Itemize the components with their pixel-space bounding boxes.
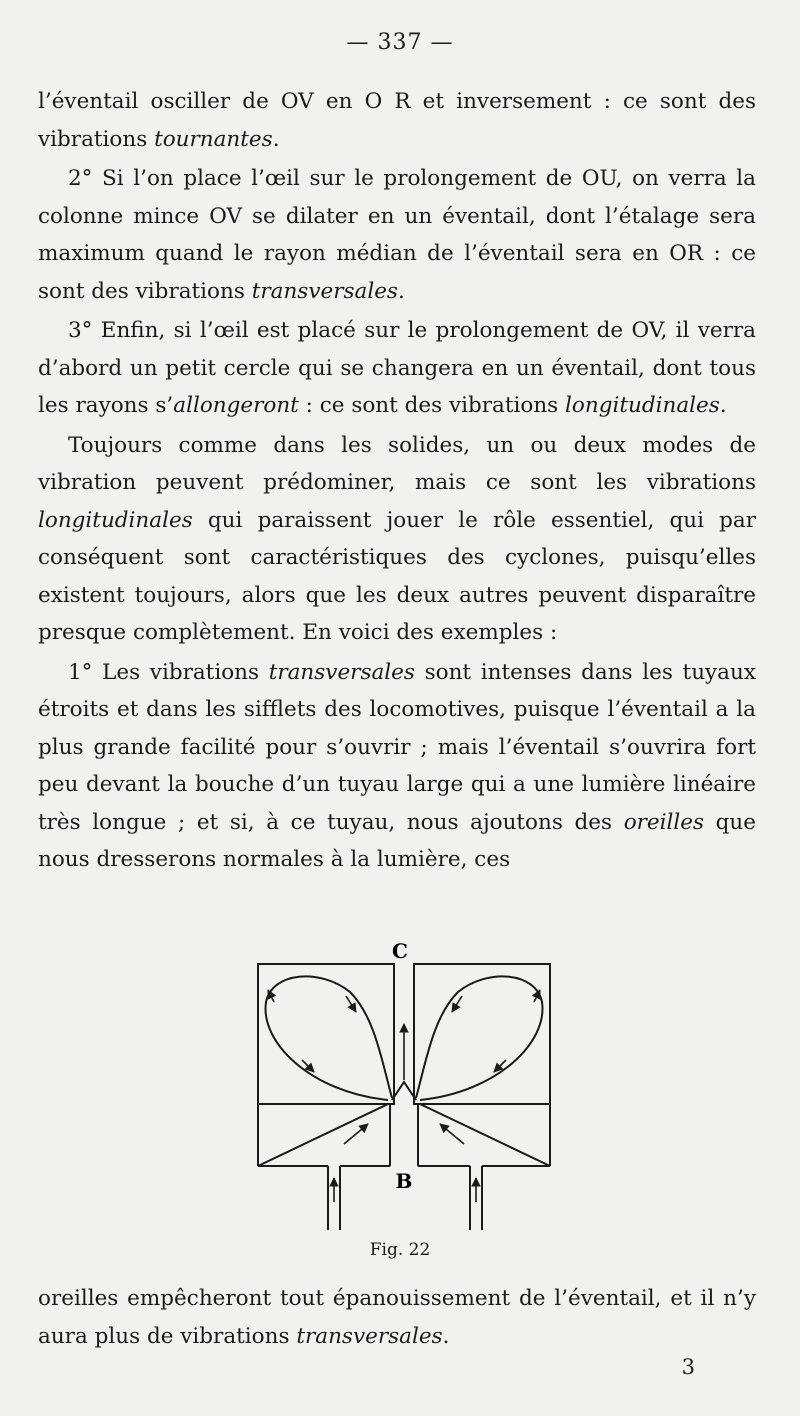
paragraph-longitudinales: 3° Enfin, si l’œil est placé sur le prolongement de OV, il verra d’abord un petit cercle qui se changera en un éventail, dont tous les rayons s’allongeront : ce sont des vibrations longitudinales. [38,318,756,418]
page-number: — 337 — [346,30,454,55]
left-ear [258,964,394,1166]
paragraph-transversales: 2° Si l’on place l’œil sur le prolongement de OU, on verra la colonne mince OV se dilater en un éventail, dont l’étalage sera maximum quand le rayon médian de l’éventail sera en OR : ce sont des vibrations transversales. [38,166,756,304]
signature-mark: 3 [681,1355,695,1379]
figure-label-b: B [395,1169,413,1193]
paragraph-tournantes: l’éventail osciller de OV en O R et inversement : ce sont des vibrations tournantes. [38,89,756,152]
body-text-lower [38,1280,756,1355]
figure-caption: Fig. 22 [369,1240,431,1260]
figure-label-c: C [392,939,408,963]
right-ear [414,964,550,1166]
figure-pipe-with-ears [250,932,560,1232]
paragraph-modes: Toujours comme dans les solides, un ou deux modes de vibration peuvent prédominer, mais ce sont les vibrations longitudinales qui paraissent jouer le rôle essentiel, qui par conséquent sont caractéristiques des cyclones, puisqu’elles existent toujours, alors que les deux autres peuvent disparaître presque complètement. En voici des exemples : [38,432,756,645]
paragraph-conclusion: oreilles empêcheront tout épanouissement de l’éventail, et il n’y aura plus de vibrations transversales. [38,1286,756,1349]
paragraph-examples: 1° Les vibrations transversales sont intenses dans les tuyaux étroits et dans les sifflets des locomotives, puisque l’éventail a la plus grande facilité pour s’ouvrir ; mais l’éventail s’ouvrira fort peu devant la bouche d’un tuyau large qui a une lumière linéaire très longue ; et si, à ce tuyau, nous ajoutons des oreilles que nous dresserons normales à la lumière, ces [38,659,757,872]
body-text-upper [38,83,756,879]
